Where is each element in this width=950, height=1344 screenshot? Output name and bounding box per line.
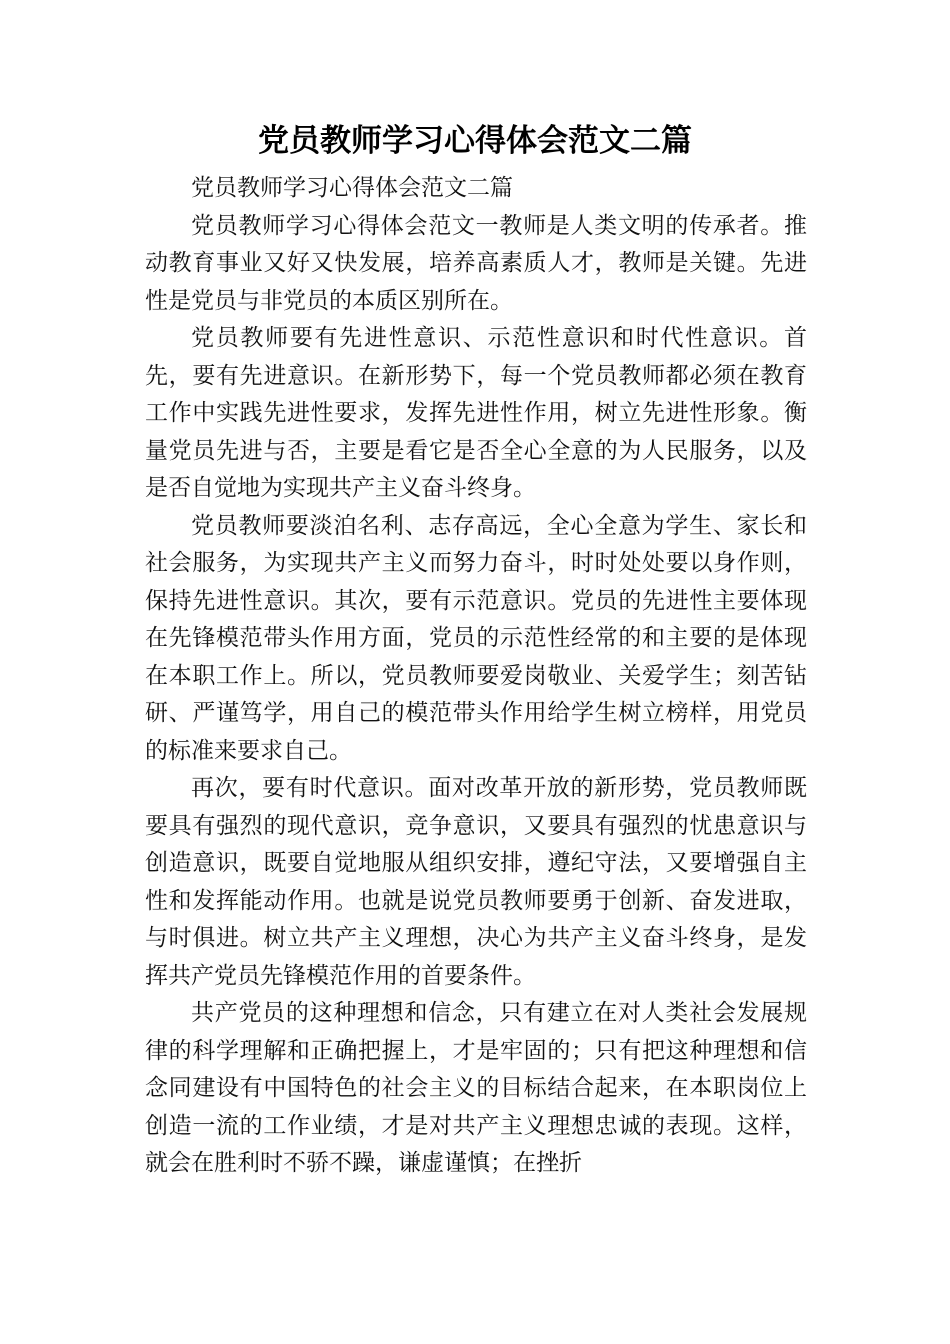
document-body: [145, 170, 807, 1183]
paragraph: 党员教师学习心得体会范文一教师是人类文明的传承者。推动教育事业又好又快发展，培养高素质人才，教师是关键。先进性是党员与非党员的本质区别所在。: [145, 212, 807, 314]
paragraph: 再次，要有时代意识。面对改革开放的新形势，党员教师既要具有强烈的现代意识，竞争意识，又要具有强烈的忧患意识与创造意识，既要自觉地服从组织安排，遵纪守法，又要增强自主性和发挥能动作用。也就是说党员教师要勇于创新、奋发进取，与时俱进。树立共产主义理想，决心为共产主义奋斗终身，是发挥共产党员先锋模范作用的首要条件。: [145, 775, 807, 989]
paragraph: 共产党员的这种理想和信念，只有建立在对人类社会发展规律的科学理解和正确把握上，才是牢固的；只有把这种理想和信念同建设有中国特色的社会主义的目标结合起来，在本职岗位上创造一流的工作业绩，才是对共产主义理想忠诚的表现。这样，就会在胜利时不骄不躁，谦虚谨慎；在挫折: [145, 1000, 807, 1176]
document-title: 党员教师学习心得体会范文二篇: [258, 123, 692, 159]
paragraph: 党员教师要淡泊名利、志存高远，全心全意为学生、家长和社会服务，为实现共产主义而努力奋斗，时时处处要以身作则，保持先进性意识。其次，要有示范意识。党员的先进性主要体现在先锋模范带头作用方面，党员的示范性经常的和主要的是体现在本职工作上。所以，党员教师要爱岗敬业、关爱学生；刻苦钻研、严谨笃学，用自己的模范带头作用给学生树立榜样，用党员的标准来要求自己。: [145, 512, 807, 764]
paragraph: 党员教师要有先进性意识、示范性意识和时代性意识。首先，要有先进意识。在新形势下，每一个党员教师都必须在教育工作中实践先进性要求，发挥先进性作用，树立先进性形象。衡量党员先进与否，主要是看它是否全心全意的为人民服务，以及是否自觉地为实现共产主义奋斗终身。: [145, 325, 807, 501]
paragraph-subtitle: 党员教师学习心得体会范文二篇: [191, 175, 513, 201]
